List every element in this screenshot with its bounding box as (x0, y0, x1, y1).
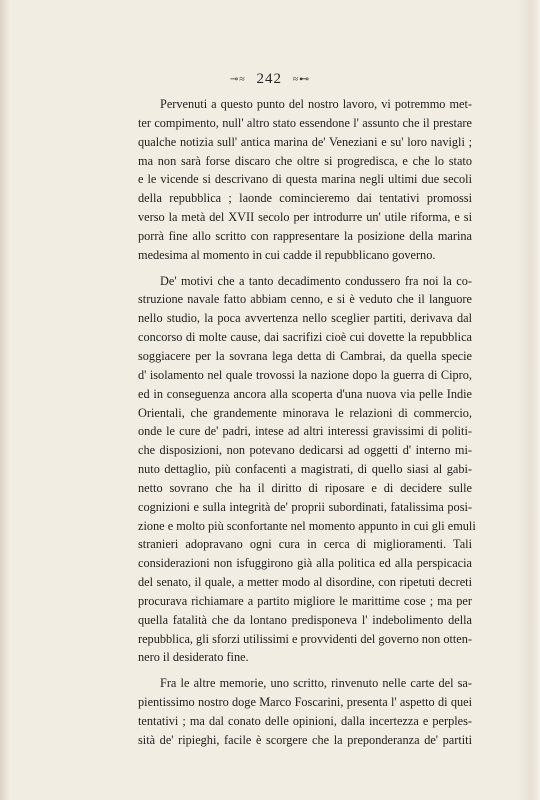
text-line: sità de' ripieghi, facile è scorgere che la preponderanza de' partiti (138, 732, 472, 747)
paragraph-gap (138, 265, 472, 272)
text-line: onde le cure de' padri, intese ad altri interessi gravissimi di politi- (138, 424, 472, 439)
text-line: d' isolamento nel quale trovossi la nazione dopo la guerra di Cipro, (138, 367, 472, 382)
text-line: nello studio, la poca avvertenza nello sceglier partiti, derivava dal (138, 311, 472, 326)
text-line: della repubblica ; laonde comincieremo dai tentativi promossi (138, 191, 472, 206)
text-line: zione e molto più sconfortante nel momento appunto in cui gli emuli (138, 518, 476, 533)
text-line: netto sovrano che ha il diritto di riposare e di decidere sulle (138, 480, 472, 495)
page-number: 242 (256, 71, 282, 87)
text-line: soggiacere per la sovrana lega detta di Cambrai, da quella specie (138, 348, 472, 363)
text-line: del senato, il quale, a metter modo al disordine, con ripetuti decreti (138, 575, 472, 590)
text-line: struzione navale fatto abbiam cenno, e si è veduto che il languore (138, 292, 472, 307)
page-gutter-shadow (0, 0, 10, 800)
paragraph (138, 272, 476, 668)
text-line: Pervenuti a questo punto del nostro lavoro, vi potremmo met- (160, 97, 472, 111)
text-line: concorso di molte cause, dai sacrifizi cioè cui dovette la repubblica (138, 330, 472, 345)
page-edge-shadow (518, 0, 540, 800)
text-line: nuto dettaglio, più confacenti a magistrati, di quello siasi al gabi- (138, 462, 472, 477)
ornament-right-icon: ≈⊷ (292, 74, 311, 86)
text-line: ed in conseguenza ancora alla scoperta d'una nuova via pelle Indie (138, 386, 472, 401)
text-line: nero il desiderato fine. (138, 650, 249, 665)
text-line: che disposizioni, non potevano dedicarsi ad oggetti d' interno mi- (138, 443, 472, 458)
ornament-left-icon: ⊸≈ (229, 74, 246, 86)
text-line: qualche notizia sull' antica marina de' Veneziani e su' loro navigli ; (138, 134, 472, 149)
paragraph-gap (138, 667, 472, 674)
page-header (0, 71, 540, 88)
text-line: ter compimento, null' altro stato essendone l' assunto che il prestare (138, 115, 472, 130)
text-line: pientissimo nostro doge Marco Foscarini, presenta l' aspetto di quei (138, 695, 472, 710)
text-line: considerazioni non isfuggirono già alla politica ed alla perspicacia (138, 556, 472, 571)
text-line: repubblica, gli sforzi utilissimi e provvidenti del governo non otten- (138, 631, 472, 646)
text-line: ma non sarà forse discaro che oltre si progrediscа, e che lo stato (138, 153, 472, 168)
text-line: cognizioni e sulla integrità de' proprii subordinati, fatalissima posi- (138, 499, 472, 514)
text-line: medesima al momento in cui cadde il repubblicano governo. (138, 247, 436, 262)
text-line: De' motivi che a tanto decadimento condussero fra noi la co- (160, 273, 472, 288)
text-line: Orientali, che grandemente minorava le relazioni di commercio, (138, 405, 472, 420)
text-line: tentativi ; ma dal conato delle opinioni, dalla incertezza e perples- (138, 714, 472, 728)
text-line: Fra le altre memorie, uno scritto, rinvenuto nelle carte del sa- (160, 676, 472, 691)
text-line: stranieri adopravano ogni cura in cerca di miglioramenti. Tali (138, 537, 472, 552)
text-line: procurava richiamare a partito migliore le marittime cose ; ma per (138, 593, 472, 608)
paragraph (138, 95, 472, 265)
text-line: verso la metà del XVII secolo per introdurre un' utile riforma, e si (138, 210, 472, 225)
body-text (138, 95, 476, 750)
text-line: porrà fine allo scritto con rappresentare la posizione della marina (138, 228, 472, 243)
paragraph (138, 674, 472, 749)
text-line: quella fatalità che da lontano predisponeva l' indebolimento della (138, 612, 472, 627)
text-line: e le vicende si descrivano di questa marina negli ultimi due secoli (138, 172, 472, 187)
